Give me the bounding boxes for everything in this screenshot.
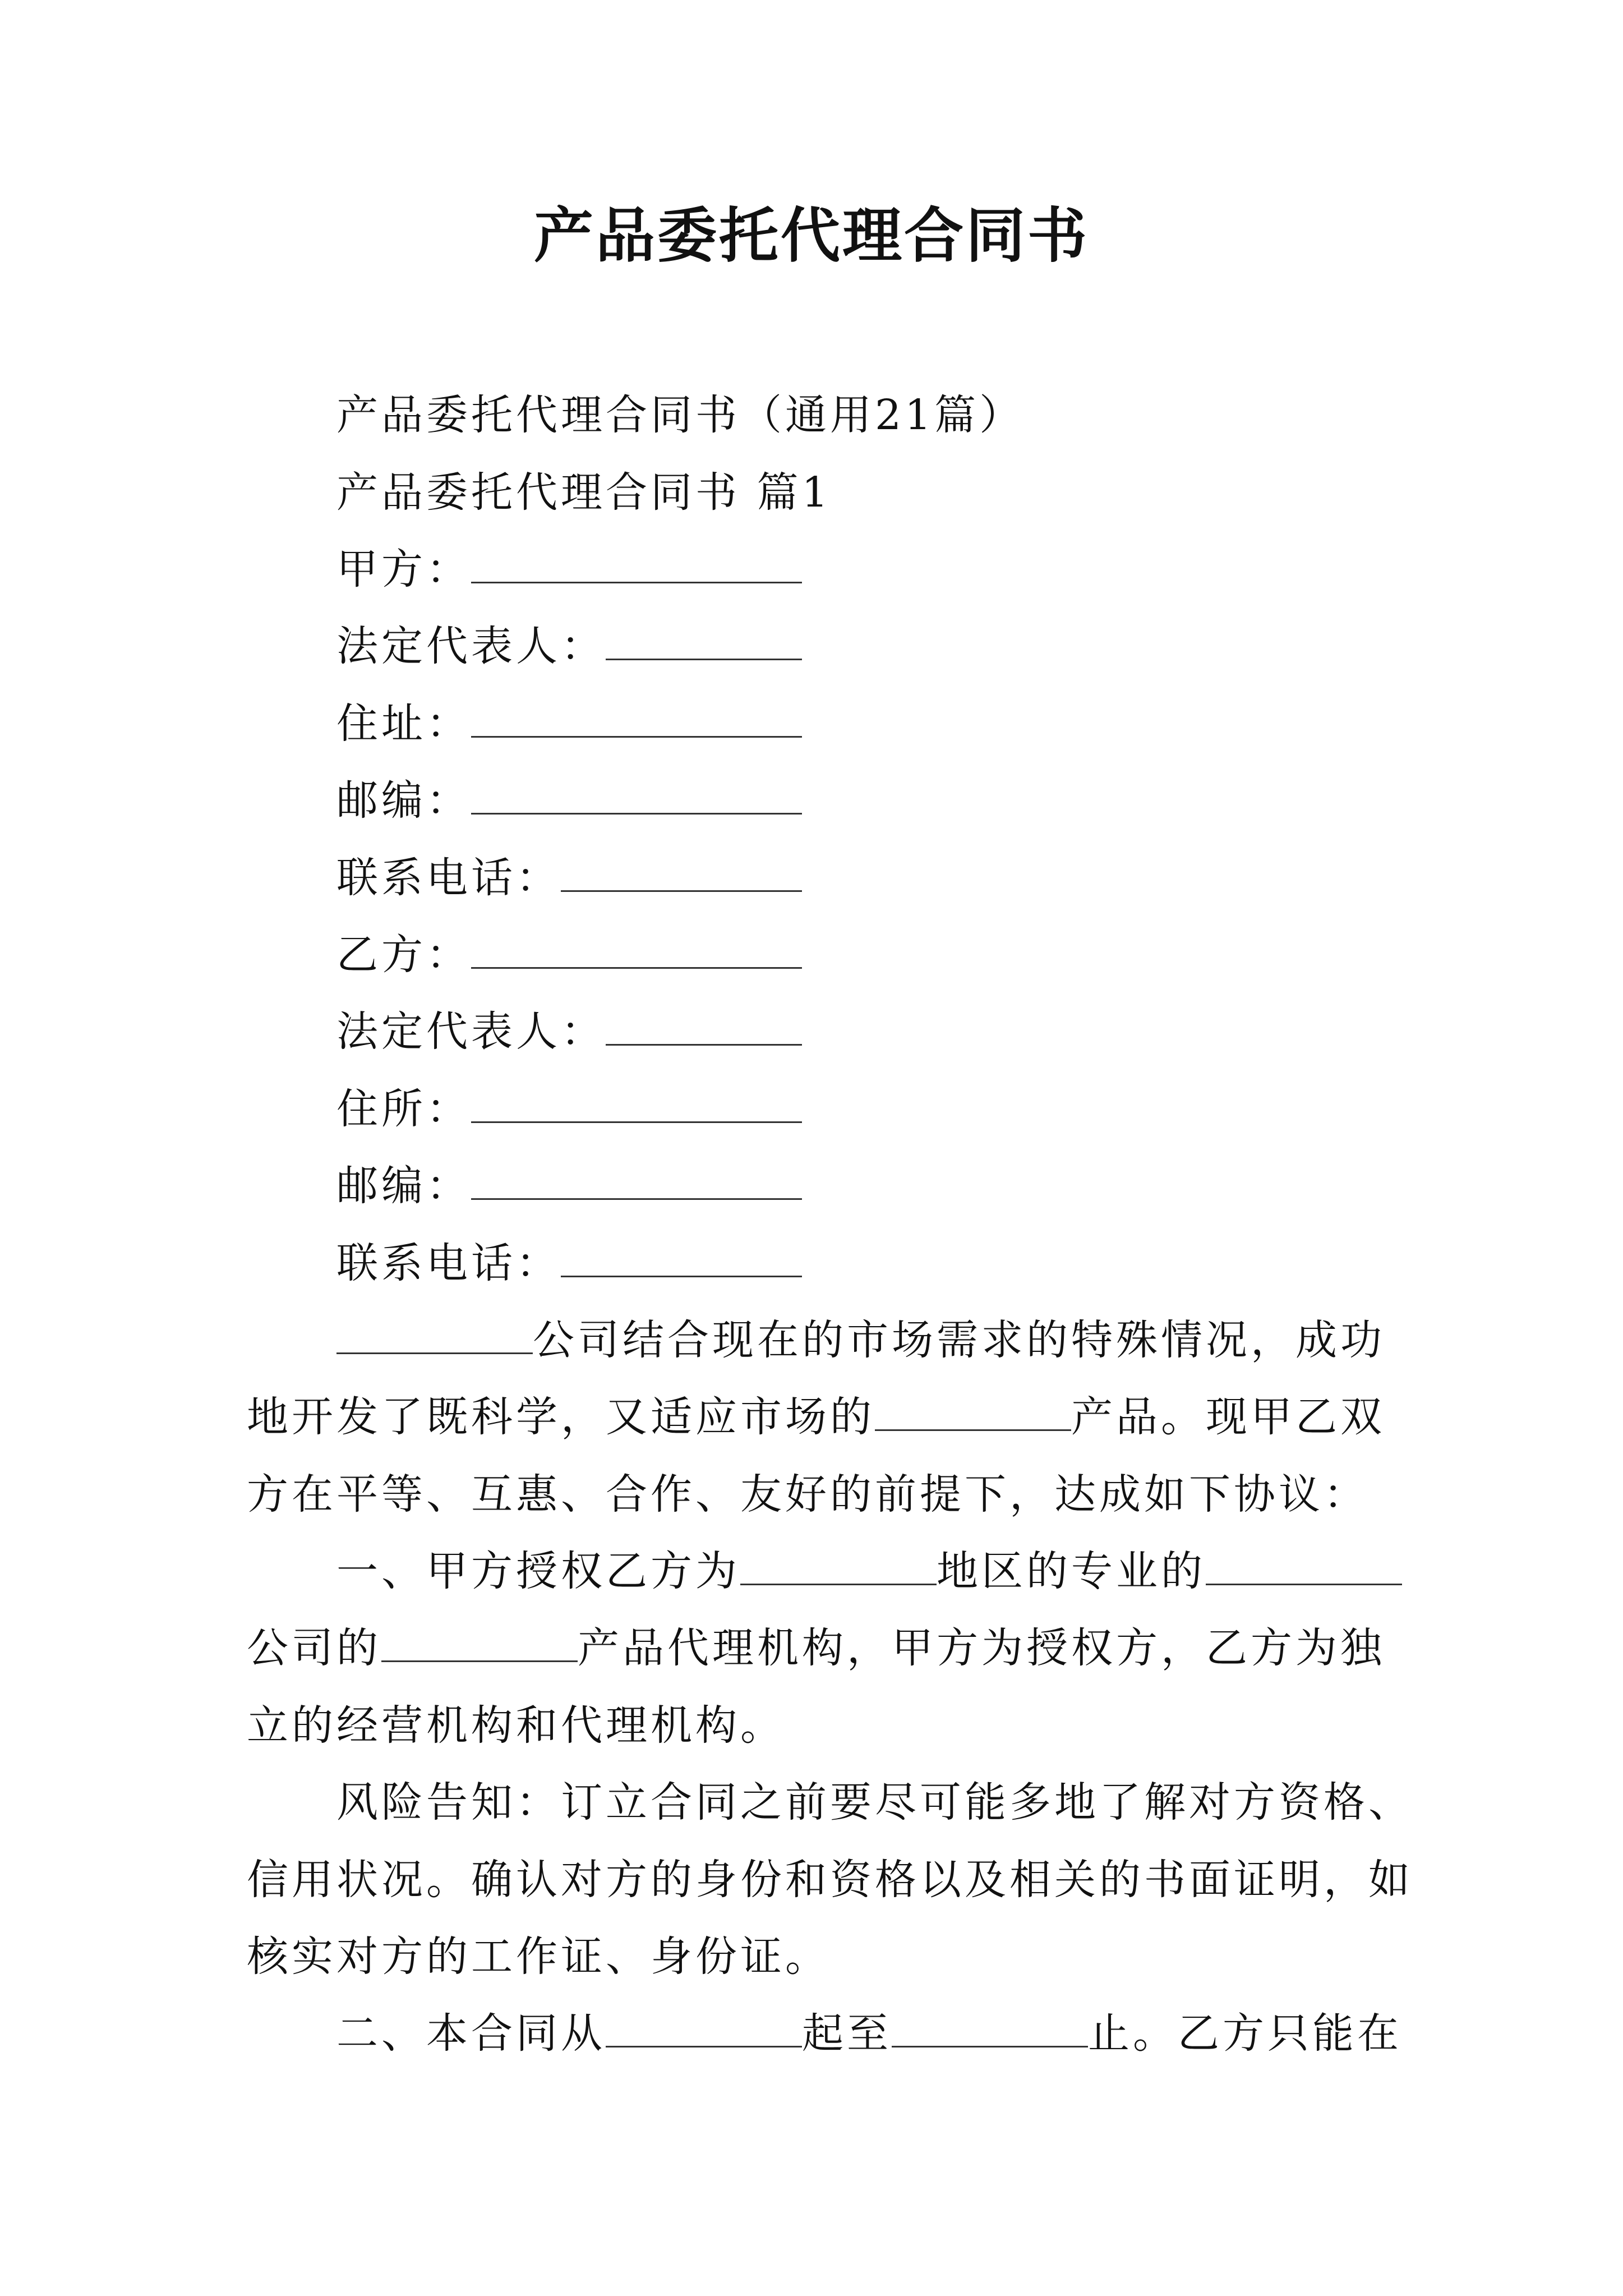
start-date-blank (606, 2008, 802, 2047)
clause-1-line-1 (336, 1543, 1402, 1599)
clause-2-text-1a: 二、本合同从 (336, 2009, 606, 2058)
clause-1-text-2b: 产品代理机构，甲方为授权方，乙方为独 (578, 1624, 1385, 1672)
party-a-address-row (336, 696, 802, 752)
party-b-address-row (336, 1081, 802, 1137)
party-a-rep-blank (606, 620, 802, 660)
clause-1-text-1b: 地区的专业的 (937, 1547, 1206, 1595)
party-a-rep-label: 法定代表人： (336, 622, 606, 670)
product-name-blank (875, 1391, 1071, 1431)
party-b-name-row (336, 927, 802, 983)
risk-notice-line-2: 信用状况。确认对方的身份和资格以及相关的书面证明，如 (247, 1856, 1413, 1904)
party-a-phone-label: 联系电话： (336, 854, 561, 902)
party-a-postcode-row (336, 772, 802, 829)
party-a-postcode-label: 邮编： (336, 776, 471, 825)
clause-1-text-1a: 一、甲方授权乙方为 (336, 1547, 740, 1595)
party-a-address-blank (471, 698, 802, 738)
party-b-postcode-label: 邮编： (336, 1162, 471, 1210)
clause-1-line-3: 立的经营机构和代理机构。 (247, 1701, 785, 1750)
clause-1-text-2a: 公司的 (247, 1624, 381, 1672)
clause-2-line-1 (336, 2005, 1402, 2062)
document-subtitle: 产品委托代理合同书（通用21篇） (336, 391, 1025, 439)
clause-1-line-2 (247, 1620, 1385, 1676)
risk-notice-line-1: 风险告知：订立合同之前要尽可能多地了解对方资格、 (336, 1778, 1413, 1826)
intro-text-2a: 地开发了既科学，又适应市场的 (247, 1393, 875, 1441)
party-b-postcode-row (336, 1158, 802, 1214)
section-heading: 产品委托代理合同书 篇1 (336, 468, 832, 517)
clause-2-text-1c: 止。乙方只能在 (1088, 2009, 1402, 2058)
end-date-blank (892, 2008, 1088, 2047)
party-b-rep-row (336, 1004, 802, 1060)
party-b-phone-blank (561, 1237, 802, 1277)
risk-notice-line-3: 核实对方的工作证、身份证。 (247, 1932, 830, 1981)
intro-text-2b: 产品。现甲乙双 (1071, 1393, 1385, 1441)
party-b-name-blank (471, 929, 802, 969)
party-a-postcode-blank (471, 775, 802, 815)
agency-product-blank (381, 1622, 578, 1662)
company-name-blank (336, 1314, 533, 1354)
party-a-phone-blank (561, 852, 802, 892)
party-a-address-label: 住址： (336, 700, 471, 748)
intro-line-2 (247, 1389, 1385, 1445)
party-a-phone-row (336, 850, 802, 906)
party-b-phone-label: 联系电话： (336, 1239, 561, 1287)
party-a-rep-row (336, 618, 802, 674)
region-blank (740, 1545, 937, 1585)
party-a-name-row (336, 541, 802, 597)
business-type-blank (1206, 1545, 1402, 1585)
intro-text-1: 公司结合现在的市场需求的特殊情况，成功 (533, 1316, 1385, 1364)
party-a-name-label: 甲方： (336, 545, 471, 593)
intro-line-3: 方在平等、互惠、合作、友好的前提下，达成如下协议： (247, 1470, 1368, 1519)
party-b-address-blank (471, 1083, 802, 1123)
party-b-rep-blank (606, 1006, 802, 1046)
party-b-name-label: 乙方： (336, 931, 471, 979)
party-b-phone-row (336, 1235, 802, 1291)
party-b-postcode-blank (471, 1160, 802, 1200)
document-title: 产品委托代理合同书 (534, 200, 1089, 270)
party-a-name-blank (471, 544, 802, 583)
party-b-rep-label: 法定代表人： (336, 1007, 606, 1056)
intro-line-1 (336, 1312, 1385, 1368)
party-b-address-label: 住所： (336, 1085, 471, 1133)
clause-2-text-1b: 起至 (802, 2009, 892, 2058)
